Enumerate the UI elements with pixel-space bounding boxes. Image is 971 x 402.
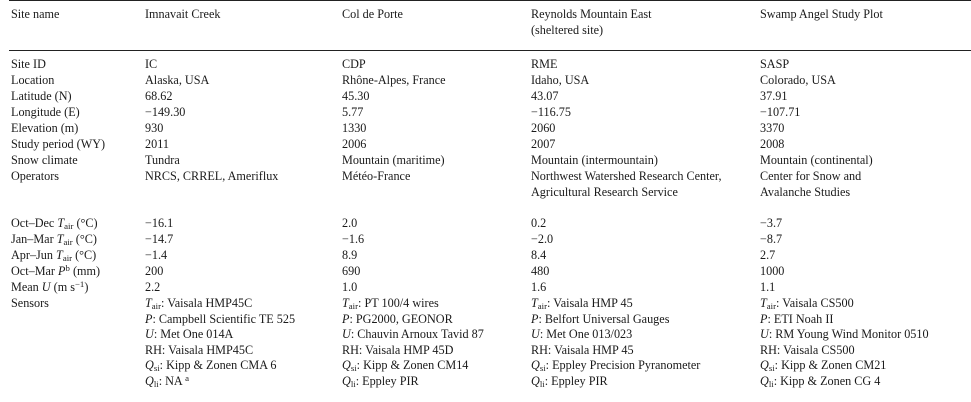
cell: 1330 — [342, 121, 367, 135]
cell: −3.7 — [760, 216, 783, 230]
cell: Alaska, USA — [145, 73, 210, 87]
cell: 2.0 — [342, 216, 358, 230]
row-label: Oct–Dec $T_{air}$ (°C) — [11, 216, 98, 232]
cell: 1.1 — [760, 280, 776, 294]
cell: −149.30 — [145, 105, 186, 119]
cell: −107.71 — [760, 105, 801, 119]
row-label: Site ID — [11, 57, 46, 71]
cell: 930 — [145, 121, 164, 135]
cell: 2.7 — [760, 248, 776, 262]
cell: 690 — [342, 264, 361, 278]
cell: −2.0 — [531, 232, 554, 246]
cell: 2060 — [531, 121, 556, 135]
cell: 3370 — [760, 121, 785, 135]
row-label: Study period (WY) — [11, 137, 106, 151]
row-label: Elevation (m) — [11, 121, 79, 135]
row-label: Sensors — [11, 296, 49, 310]
cell: −1.6 — [342, 232, 365, 246]
cell: 37.91 — [760, 89, 788, 103]
row-label: Operators — [11, 169, 60, 183]
cell: 8.4 — [531, 248, 547, 262]
table-top-rule — [9, 0, 971, 1]
sensor-list-cdp: $T_{air}$: PT 100/4 wires P: PG2000, GEONOR U: Chauvin Arnoux Tavid 87 RH: Vaisala HMP 45D $Q_{si}$: Kipp & Zonen CM14 $Q_{li}$: Eppley PIR — [342, 296, 484, 390]
cell: 2008 — [760, 137, 785, 151]
header-col-de-porte: Col de Porte — [342, 7, 403, 21]
cell: RME — [531, 57, 558, 71]
header-site-name: Site name — [11, 7, 60, 21]
cell: −116.75 — [531, 105, 571, 119]
row-label: Mean U (m $s^{-1}$) — [11, 279, 89, 294]
cell: −16.1 — [145, 216, 174, 230]
cell: 43.07 — [531, 89, 559, 103]
cell: 2.2 — [145, 280, 161, 294]
row-label: Apr–Jun $T_{air}$ (°C) — [11, 248, 97, 264]
cell: 480 — [531, 264, 550, 278]
sensor-list-sasp: $T_{air}$: Vaisala CS500 P: ETI Noah II U: RM Young Wind Monitor 0510 RH: Vaisala CS500 $Q_{si}$: Kipp & Zonen CM21 $Q_{li}$: Kipp & Zonen CG 4 — [760, 296, 929, 390]
cell: Northwest Watershed Research Center, Agricultural Research Service — [531, 169, 722, 199]
cell: 45.30 — [342, 89, 370, 103]
cell: 0.2 — [531, 216, 547, 230]
row-label: Snow climate — [11, 153, 78, 167]
cell: IC — [145, 57, 158, 71]
cell: −1.4 — [145, 248, 168, 262]
cell: SASP — [760, 57, 790, 71]
cell: −14.7 — [145, 232, 174, 246]
cell: 8.9 — [342, 248, 358, 262]
row-label: Oct–Mar $P^b$ (mm) — [11, 263, 101, 278]
cell: Tundra — [145, 153, 180, 167]
header-swamp-angel: Swamp Angel Study Plot — [760, 7, 883, 21]
cell: 1.6 — [531, 280, 547, 294]
cell: Mountain (intermountain) — [531, 153, 658, 167]
cell: 200 — [145, 264, 164, 278]
table-header-rule — [9, 50, 971, 51]
cell: 2011 — [145, 137, 169, 151]
row-label: Jan–Mar $T_{air}$ (°C) — [11, 232, 97, 248]
cell: −8.7 — [760, 232, 783, 246]
cell: Rhône-Alpes, France — [342, 73, 446, 87]
cell: Mountain (maritime) — [342, 153, 445, 167]
header-imnavait-creek: Imnavait Creek — [145, 7, 221, 21]
row-label: Longitude (E) — [11, 105, 80, 119]
row-label: Latitude (N) — [11, 89, 72, 103]
cell: 1.0 — [342, 280, 358, 294]
header-reynolds-mountain-east: Reynolds Mountain East (sheltered site) — [531, 7, 652, 37]
cell: Mountain (continental) — [760, 153, 873, 167]
sensor-list-rme: $T_{air}$: Vaisala HMP 45 P: Belfort Universal Gauges U: Met One 013/023 RH: Vaisala HMP 45 $Q_{si}$: Eppley Precision Pyranometer $Q_{li}$: Eppley PIR — [531, 296, 701, 390]
sensor-list-ic: $T_{air}$: Vaisala HMP45C P: Campbell Scientific TE 525 U: Met One 014A RH: Vaisala HMP45C $Q_{si}$: Kipp & Zonen CMA 6 $Q_{li}$: NA $^a$ — [145, 296, 296, 390]
cell: Center for Snow and Avalanche Studies — [760, 169, 862, 199]
cell: CDP — [342, 57, 366, 71]
cell: 5.77 — [342, 105, 364, 119]
cell: Météo-France — [342, 169, 411, 183]
cell: Colorado, USA — [760, 73, 836, 87]
cell: Idaho, USA — [531, 73, 590, 87]
cell: 2007 — [531, 137, 556, 151]
row-label: Location — [11, 73, 55, 87]
cell: 2006 — [342, 137, 367, 151]
cell: 1000 — [760, 264, 785, 278]
cell: 68.62 — [145, 89, 173, 103]
cell: NRCS, CRREL, Ameriflux — [145, 169, 279, 183]
